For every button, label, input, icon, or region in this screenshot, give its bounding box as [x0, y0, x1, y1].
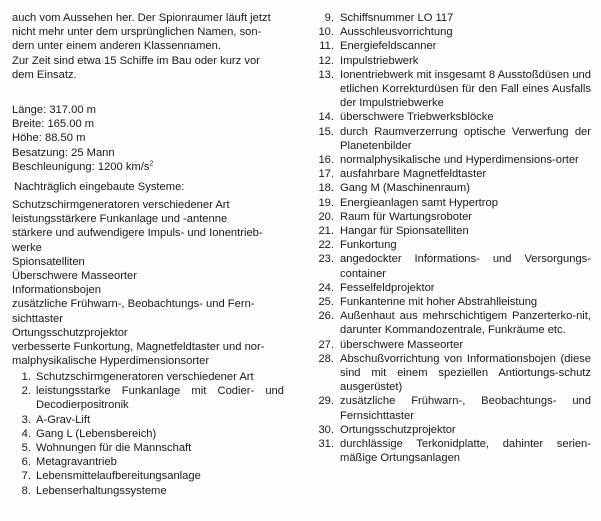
spec-acceleration	[12, 160, 287, 174]
legend-text: Lebenserhaltungssysteme	[36, 484, 167, 497]
legend-item	[314, 181, 591, 195]
legend-number: 18.	[318, 182, 334, 195]
system-line: malphysikalische Hyperdimensionsorter	[12, 355, 210, 368]
legend-item	[314, 295, 591, 309]
system-line: Überschwere Masseorter	[12, 270, 137, 283]
legend-text: überschwere Triebwerksblöcke	[340, 111, 494, 124]
legend-text: Gang L (Lebensbereich)	[36, 427, 157, 440]
legend-text: Funkantenne mit hoher Abstrahlleistung	[340, 296, 538, 309]
systems-list	[12, 198, 287, 368]
legend-text: Ortungsschutzprojektor	[340, 423, 456, 436]
legend-number: 4.	[21, 427, 31, 440]
legend-item	[14, 484, 284, 498]
legend-item	[314, 68, 591, 111]
legend-number: 13.	[318, 68, 334, 81]
systems-heading	[14, 180, 289, 194]
legend-number: 27.	[318, 338, 334, 351]
legend-number: 1.	[21, 371, 31, 383]
legend-item	[314, 309, 591, 337]
legend-number: 16.	[318, 154, 334, 167]
legend-number: 3.	[21, 413, 31, 426]
spec-superscript: 2	[149, 160, 154, 168]
legend-item	[14, 384, 284, 412]
legend-number: 20.	[318, 210, 334, 223]
legend-text: Fesselfeldprojektor	[340, 281, 435, 294]
legend-text: Funkortung	[340, 239, 397, 252]
legend-item	[314, 423, 591, 437]
spec-value: 88.50 m	[44, 132, 86, 145]
legend-text: zusätzliche Frühwarn-, Beobachtungs- und Fernsichttaster	[340, 395, 591, 422]
legend-text: Ausschleusvorrichtung	[340, 26, 453, 39]
legend-number: 9.	[324, 12, 334, 24]
legend-text: Energieanlagen samt Hypertrop	[340, 196, 498, 209]
system-line: Schutzschirmgeneratoren verschiedener Art	[12, 199, 230, 211]
legend-number: 21.	[318, 225, 334, 238]
system-line: werke	[12, 241, 42, 254]
spec-value: 317.00 m	[49, 104, 96, 116]
legend-item	[314, 196, 591, 210]
legend-number: 24.	[318, 281, 334, 294]
system-line: sichttaster	[12, 312, 63, 325]
legend-text: A-Grav-Lift	[36, 413, 91, 426]
legend-number: 14.	[318, 111, 334, 124]
legend-number: 8.	[21, 484, 31, 497]
legend-text: durchlässige Terkonidplatte, dahinter serien-mäßige Ortungsanlagen	[340, 438, 591, 465]
legend-item	[14, 469, 284, 483]
intro-paragraph	[12, 11, 287, 82]
legend-text: überschwere Masseorter	[340, 338, 464, 351]
spec-label: Besatzung:	[12, 146, 68, 159]
intro-line: auch vom Aussehen her. Der Spionraumer läuft jetzt	[12, 12, 271, 24]
legend-item	[314, 338, 591, 352]
legend-item	[314, 437, 591, 465]
legend-text: angedockter Informations- und Versorgungs-container	[340, 253, 591, 280]
legend-item	[314, 210, 591, 224]
legend-text: durch Raumverzerrung optische Verwerfung der Planetenbilder	[340, 125, 591, 152]
legend-text: Wohnungen für die Mannschaft	[36, 442, 192, 455]
spec-label: Länge:	[12, 104, 47, 116]
legend-text: leistungsstarke Funkanlage mit Codier- und Decodierpositronik	[36, 385, 284, 412]
legend-item	[314, 167, 591, 181]
legend-list-right	[314, 11, 591, 466]
legend-item	[14, 455, 284, 469]
legend-number: 5.	[21, 442, 31, 455]
legend-text: Schiffsnummer LO 117	[340, 12, 454, 24]
legend-item	[314, 238, 591, 252]
spec-label: Breite:	[12, 118, 45, 131]
legend-text: Metagravantrieb	[36, 456, 117, 469]
spec-value: 165.00 m	[47, 118, 95, 131]
legend-text: normalphysikalische und Hyperdimensions-orter	[340, 154, 579, 167]
system-line: verbesserte Funkortung, Magnetfeldtaster und nor-	[12, 341, 265, 354]
legend-item	[314, 281, 591, 295]
system-line: zusätzliche Frühwarn-, Beobachtungs- und Fern-	[12, 298, 255, 311]
intro-line: Zur Zeit sind etwa 15 Schiffe im Bau oder kurz vor	[12, 54, 260, 67]
legend-number: 2.	[21, 385, 31, 398]
legend-text: Lebensmittelaufbereitungsanlage	[36, 470, 201, 483]
legend-text: Raum für Wartungsroboter	[340, 210, 473, 223]
legend-item	[14, 427, 284, 441]
system-line: stärkere und aufwendigere Impuls- und Ionentrieb-	[12, 227, 263, 240]
legend-number: 31.	[318, 438, 334, 451]
legend-number: 12.	[318, 54, 334, 67]
spec-label: Beschleunigung:	[12, 160, 95, 173]
spec-length	[12, 103, 287, 117]
legend-item	[314, 11, 591, 25]
spec-value: 1200 km/s	[97, 160, 150, 173]
legend-number: 23.	[318, 253, 334, 266]
legend-text: Ionentriebwerk mit insgesamt 8 Ausstoßdüsen und etlichen Korrekturdüsen für den Fall eines Ausfalls der Impulstriebwerke	[340, 68, 591, 110]
legend-number: 26.	[318, 310, 334, 323]
legend-item	[314, 54, 591, 68]
legend-item	[14, 413, 284, 427]
legend-number: 7.	[21, 470, 31, 483]
system-line: Ortungsschutzprojektor	[12, 326, 128, 339]
legend-number: 30.	[318, 423, 334, 436]
legend-number: 17.	[318, 168, 334, 181]
legend-text: Schutzschirmgeneratoren verschiedener Art	[36, 371, 254, 383]
legend-text: Energiefeldscanner	[340, 40, 437, 53]
legend-text: ausfahrbare Magnetfeldtaster	[340, 168, 487, 181]
legend-number: 11.	[319, 40, 334, 53]
specs-list	[12, 103, 287, 174]
intro-line: nicht mehr unter dem ursprünglichen Namen, son-	[12, 26, 262, 39]
legend-number: 28.	[318, 352, 334, 365]
legend-text: Außenhaut aus mehrschichtigem Panzerterko-nit, darunter Kommandozentrale, Funkräume etc.	[340, 310, 591, 337]
legend-text: Gang M (Maschinenraum)	[340, 182, 470, 195]
system-line: Informationsbojen	[12, 284, 101, 297]
spec-width	[12, 117, 287, 131]
legend-number: 15.	[318, 125, 334, 138]
legend-number: 19.	[318, 196, 334, 209]
legend-item	[314, 125, 591, 153]
spec-label: Höhe:	[12, 132, 42, 145]
legend-item	[314, 394, 591, 422]
legend-item	[14, 441, 284, 455]
legend-text: Abschußvorrichtung von Informationsbojen (diese sind mit einem speziellen Antiortungs-schutz ausgerüstet)	[340, 352, 591, 394]
legend-number: 6.	[21, 456, 31, 469]
legend-number: 22.	[318, 239, 334, 252]
legend-item	[314, 224, 591, 238]
legend-item	[314, 110, 591, 124]
intro-line: dern unter einem anderen Klassennamen.	[12, 40, 221, 53]
legend-number: 10.	[318, 26, 334, 39]
systems-heading-text: Nachträglich eingebaute Systeme:	[14, 181, 185, 193]
legend-item	[314, 25, 591, 39]
intro-line: dem Einsatz.	[12, 68, 77, 81]
spec-crew	[12, 146, 287, 160]
legend-text: Hangar für Spionsatelliten	[340, 225, 469, 238]
legend-number: 29.	[318, 395, 334, 408]
legend-text: Impulstriebwerk	[340, 54, 419, 67]
legend-item	[314, 153, 591, 167]
system-line: Spionsatelliten	[12, 255, 85, 268]
legend-number: 25.	[318, 296, 334, 309]
legend-item	[314, 352, 591, 395]
legend-list-left	[14, 370, 284, 498]
spec-value: 25 Mann	[71, 146, 115, 159]
legend-item	[314, 252, 591, 280]
legend-item	[314, 39, 591, 53]
system-line: leistungsstärkere Funkanlage und -antenne	[12, 213, 228, 226]
spec-height	[12, 131, 287, 145]
legend-item	[14, 370, 284, 384]
